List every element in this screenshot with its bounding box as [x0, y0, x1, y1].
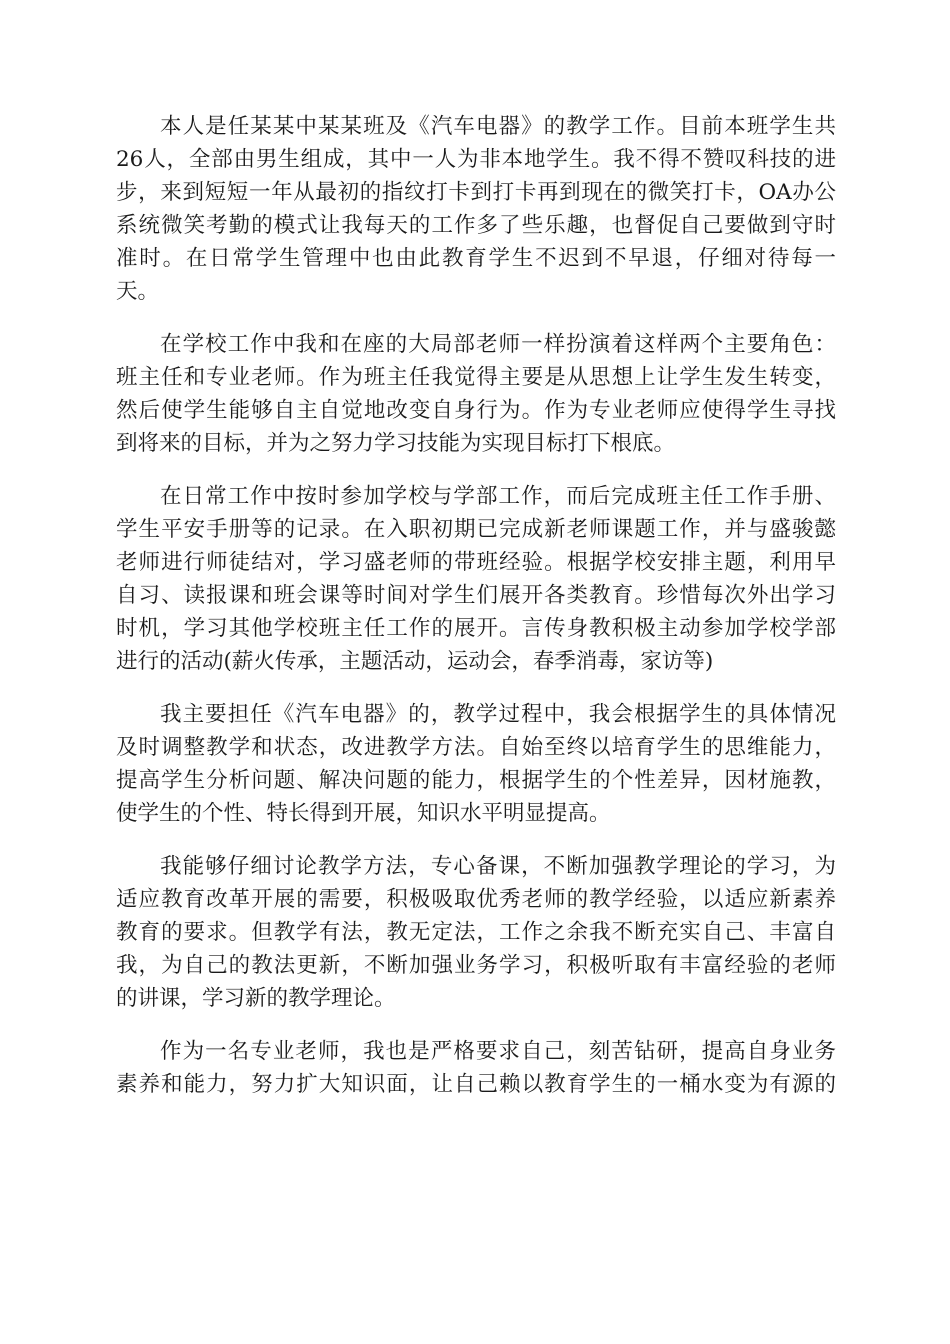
document-body	[116, 110, 836, 1121]
paragraph	[116, 480, 836, 678]
paragraph-line: 26人，全部由男生组成，其中一人为非本地学生。我不得不赞叹科技的进	[116, 147, 836, 172]
paragraph-line: 然后使学生能够自主自觉地改变自身行为。作为专业老师应使得学生寻找	[116, 398, 836, 423]
paragraph-line: 时机，学习其他学校班主任工作的展开。言传身教积极主动参加学校学部	[116, 616, 836, 641]
paragraph-line: 作为一名专业老师，我也是严格要求自己，刻苦钻研，提高自身业务	[160, 1039, 836, 1064]
paragraph-line: 步，来到短短一年从最初的指纹打卡到打卡再到现在的微笑打卡，OA办公	[116, 180, 836, 205]
paragraph-line: 天。	[116, 279, 160, 304]
paragraph-line: 在学校工作中我和在座的大局部老师一样扮演着这样两个主要角色：	[160, 332, 836, 357]
paragraph-line: 准时。在日常学生管理中也由此教育学生不迟到不早退，仔细对待每一	[116, 246, 836, 271]
paragraph-line: 提高学生分析问题、解决问题的能力，根据学生的个性差异，因材施教，	[116, 768, 836, 793]
paragraph-line: 教育的要求。但教学有法，教无定法，工作之余我不断充实自己、丰富自	[116, 920, 836, 945]
paragraph-line: 的讲课，学习新的教学理论。	[116, 986, 396, 1011]
paragraph-line: 班主任和专业老师。作为班主任我觉得主要是从思想上让学生发生转变，	[116, 365, 836, 390]
paragraph-line: 进行的活动(薪火传承，主题活动，运动会，春季消毒，家访等)	[116, 649, 714, 674]
paragraph-line: 素养和能力，努力扩大知识面，让自己赖以教育学生的一桶水变为有源的	[116, 1072, 836, 1097]
paragraph	[116, 850, 836, 1015]
paragraph-line: 我，为自己的教法更新，不断加强业务学习，积极听取有丰富经验的老师	[116, 953, 836, 978]
paragraph	[116, 1035, 836, 1101]
paragraph	[116, 698, 836, 830]
paragraph	[116, 110, 836, 308]
paragraph-line: 使学生的个性、特长得到开展，知识水平明显提高。	[116, 801, 611, 826]
paragraph-line: 系统微笑考勤的模式让我每天的工作多了些乐趣，也督促自己要做到守时	[116, 213, 836, 238]
paragraph	[116, 328, 836, 460]
paragraph-line: 老师进行师徒结对，学习盛老师的带班经验。根据学校安排主题，利用早	[116, 550, 836, 575]
paragraph-line: 到将来的目标，并为之努力学习技能为实现目标打下根底。	[116, 431, 676, 456]
paragraph-line: 及时调整教学和状态，改进教学方法。自始至终以培育学生的思维能力，	[116, 735, 836, 760]
paragraph-line: 我能够仔细讨论教学方法，专心备课，不断加强教学理论的学习，为	[160, 854, 836, 879]
paragraph-line: 自习、读报课和班会课等时间对学生们展开各类教育。珍惜每次外出学习	[116, 583, 836, 608]
paragraph-line: 我主要担任《汽车电器》的，教学过程中，我会根据学生的具体情况	[160, 702, 836, 727]
paragraph-line: 适应教育改革开展的需要，积极吸取优秀老师的教学经验，以适应新素养	[116, 887, 836, 912]
paragraph-line: 本人是任某某中某某班及《汽车电器》的教学工作。目前本班学生共	[160, 114, 836, 139]
paragraph-line: 在日常工作中按时参加学校与学部工作，而后完成班主任工作手册、	[160, 484, 836, 509]
paragraph-line: 学生平安手册等的记录。在入职初期已完成新老师课题工作，并与盛骏懿	[116, 517, 836, 542]
